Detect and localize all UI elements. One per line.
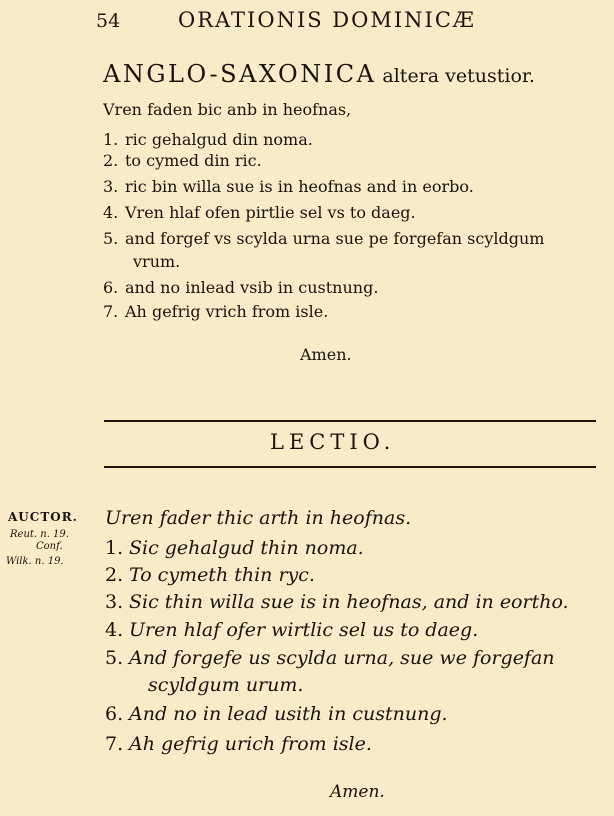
prayer-line bbox=[105, 537, 364, 559]
prayer-line bbox=[105, 703, 448, 725]
line-text: ric bin willa sue is in heofnas and in eorbo. bbox=[125, 177, 474, 196]
prayer-line bbox=[105, 591, 569, 613]
line-number: 2. bbox=[103, 151, 119, 170]
prayer-line bbox=[103, 151, 262, 170]
margin-auctor: AUCTOR. bbox=[8, 510, 78, 524]
line-text: ric gehalgud din noma. bbox=[125, 130, 313, 149]
prayer-line bbox=[103, 177, 474, 196]
line-number: 6. bbox=[103, 278, 119, 297]
section-subtitle: altera vetustior. bbox=[382, 65, 535, 87]
prayer-opening: Vren faden bic anb in heofnas, bbox=[103, 100, 352, 119]
line-number: 5. bbox=[103, 229, 119, 248]
line-text: Sic thin willa sue is in heofnas, and in eortho. bbox=[129, 591, 569, 613]
margin-note: Wilk. n. 19. bbox=[6, 556, 64, 567]
prayer-opening: Uren fader thic arth in heofnas. bbox=[105, 507, 412, 529]
line-number: 3. bbox=[103, 177, 119, 196]
section-title bbox=[103, 60, 535, 88]
line-number: 4. bbox=[105, 619, 124, 641]
line-text: Uren hlaf ofer wirtlic sel us to daeg. bbox=[129, 619, 479, 641]
prayer-line bbox=[103, 203, 416, 222]
amen: Amen. bbox=[300, 345, 352, 364]
prayer-line bbox=[105, 733, 372, 755]
line-text: Ah gefrig urich from isle. bbox=[129, 733, 372, 755]
divider bbox=[104, 466, 596, 468]
running-title: ORATIONIS DOMINICÆ bbox=[178, 8, 476, 32]
page-number: 54 bbox=[96, 10, 121, 32]
line-number: 1. bbox=[103, 130, 119, 149]
line-number: 7. bbox=[105, 733, 124, 755]
prayer-line bbox=[103, 130, 313, 149]
prayer-line bbox=[105, 647, 555, 669]
margin-note: Reut. n. 19. bbox=[10, 529, 69, 540]
line-text: and no inlead vsib in custnung. bbox=[125, 278, 379, 297]
line-text: Vren hlaf ofen pirtlie sel vs to daeg. bbox=[125, 203, 416, 222]
line-text: Sic gehalgud thin noma. bbox=[129, 537, 364, 559]
line-number: 4. bbox=[103, 203, 119, 222]
line-number: 5. bbox=[105, 647, 124, 669]
line-number: 6. bbox=[105, 703, 124, 725]
line-number: 7. bbox=[103, 302, 119, 321]
section-title: LECTIO. bbox=[270, 430, 396, 454]
prayer-line bbox=[103, 229, 544, 248]
line-text: Ah gefrig vrich from isle. bbox=[125, 302, 329, 321]
line-text: And forgefe us scylda urna, sue we forgefan bbox=[129, 647, 555, 669]
divider bbox=[104, 420, 596, 422]
line-text: and forgef vs scylda urna sue pe forgefan scyldgum bbox=[125, 229, 545, 248]
prayer-line bbox=[103, 278, 378, 297]
amen: Amen. bbox=[330, 782, 385, 802]
line-number: 1. bbox=[105, 537, 124, 559]
prayer-line bbox=[103, 302, 328, 321]
section-title-main: ANGLO-SAXONICA bbox=[103, 60, 377, 88]
prayer-line bbox=[105, 619, 478, 641]
line-text: And no in lead usith in custnung. bbox=[129, 703, 448, 725]
prayer-line bbox=[105, 564, 315, 586]
line-text: to cymed din ric. bbox=[125, 151, 262, 170]
line-number: 2. bbox=[105, 564, 124, 586]
prayer-line-continuation: scyldgum urum. bbox=[148, 674, 304, 696]
line-number: 3. bbox=[105, 591, 124, 613]
prayer-line-continuation: vrum. bbox=[133, 252, 181, 271]
line-text: To cymeth thin ryc. bbox=[129, 564, 315, 586]
margin-note: Conf. bbox=[36, 541, 63, 552]
